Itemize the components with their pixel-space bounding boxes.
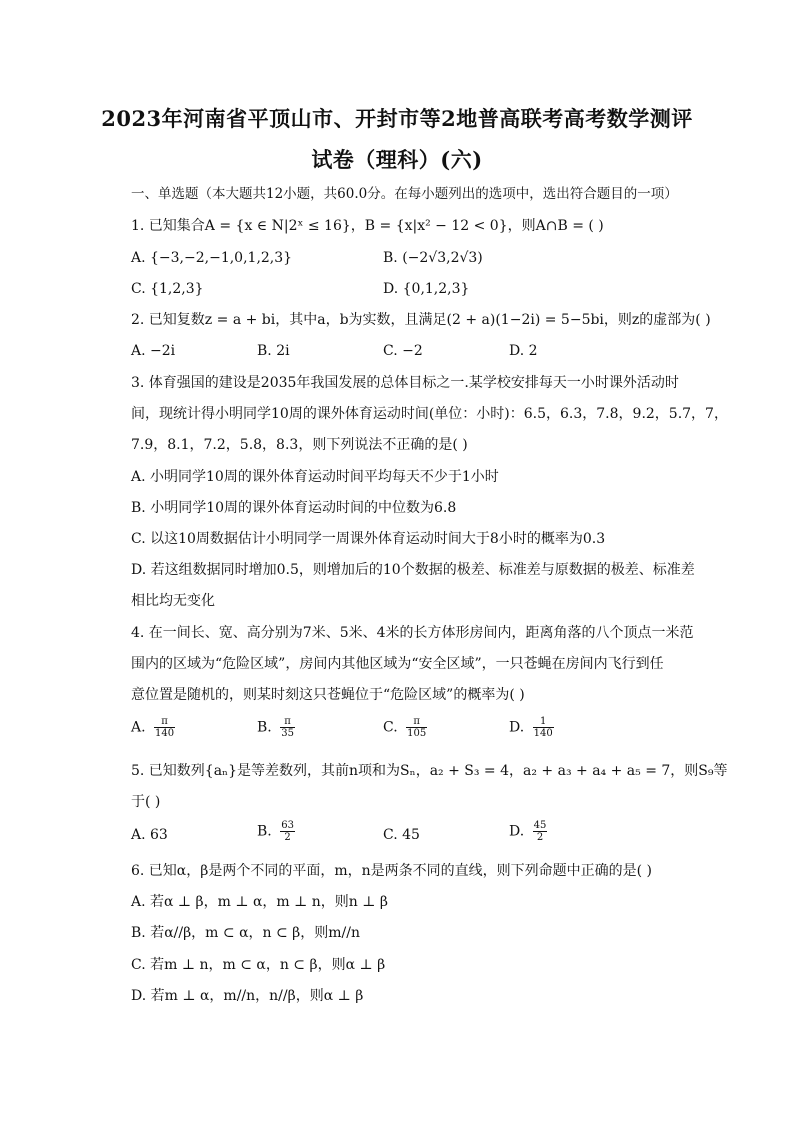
question-2-option-a: A. −2i: [131, 343, 176, 359]
question-1-option-d: D. {0,1,2,3}: [383, 281, 470, 297]
question-2-option-d: D. 2: [509, 343, 538, 359]
question-3-line3: 7.9，8.1，7.2，5.8，8.3，则下列说法不正确的是( ): [131, 437, 468, 453]
denominator: 105: [407, 728, 427, 739]
question-5-option-d: [509, 820, 547, 843]
numerator: 63: [281, 820, 294, 831]
denominator: 2: [536, 832, 544, 843]
question-3-option-c: C. 以这10周数据估计小明同学一周课外体育运动时间大于8小时的概率为0.3: [131, 531, 606, 547]
question-4-option-b: [257, 716, 295, 739]
question-4-line1: 4. 在一间长、宽、高分别为7米、5米、4米的长方体形房间内，距离角落的八个顶点一米范: [131, 625, 694, 641]
question-6-option-b: B. 若α//β，m ⊂ α，n ⊂ β，则m//n: [131, 925, 360, 941]
fraction: [280, 820, 295, 843]
question-4-line3: 意位置是随机的，则某时刻这只苍蝇位于“危险区域”的概率为( ): [131, 687, 525, 703]
numerator: 45: [533, 820, 547, 831]
question-6-stem: 6. 已知α，β是两个不同的平面，m，n是两条不同的直线，则下列命题中正确的是( ): [131, 863, 653, 879]
section-header: 一、单选题（本大题共12小题，共60.0分。在每小题列出的选项中，选出符合题目的一项）: [131, 186, 678, 202]
question-1-option-c: C. {1,2,3}: [131, 281, 204, 297]
question-5-option-c: C. 45: [383, 827, 420, 843]
question-3-option-a: A. 小明同学10周的课外体育运动时间平均每天不少于1小时: [131, 469, 499, 485]
option-label: B.: [257, 823, 272, 840]
numerator: π: [154, 716, 175, 728]
question-3-line2: 间，现统计得小明同学10周的课外体育运动时间(单位：小时)：6.5，6.3，7.8，9.2，5.7，7，: [131, 406, 728, 422]
question-2-option-b: B. 2i: [257, 343, 290, 359]
fraction: [280, 716, 295, 739]
question-4-option-c: [383, 716, 427, 739]
question-6-option-a: A. 若α ⊥ β，m ⊥ α，m ⊥ n，则n ⊥ β: [131, 894, 388, 910]
denominator: 2: [284, 832, 291, 843]
question-3-option-b: B. 小明同学10周的课外体育运动时间的中位数为6.8: [131, 500, 457, 516]
question-1-option-a: A. {−3,−2,−1,0,1,2,3}: [131, 250, 293, 266]
question-4-option-a: [131, 716, 175, 739]
question-4-option-d: [509, 716, 554, 739]
option-label: B.: [257, 719, 272, 736]
question-2-option-c: C. −2: [383, 343, 423, 359]
exam-title-line1: 2023年河南省平顶山市、开封市等2地普高联考高考数学测评: [101, 106, 693, 131]
question-3-option-d-line1: D. 若这组数据同时增加0.5，则增加后的10个数据的极差、标准差与原数据的极差、标准差: [131, 562, 695, 578]
question-5-line1: 5. 已知数列{aₙ}是等差数列，其前n项和为Sₙ，a₂ + S₃ = 4，a₂ + a₃ + a₄ + a₅ = 7，则S₉等: [131, 763, 728, 779]
fraction: [154, 716, 175, 739]
question-3-option-d-line2: 相比均无变化: [131, 593, 215, 609]
question-2-stem: 2. 已知复数z = a + bi，其中a，b为实数，且满足(2 + a)(1−2i) = 5−5bi，则z的虚部为( ): [131, 312, 711, 328]
question-1-stem: 1. 已知集合A = {x ∈ N|2ˣ ≤ 16}，B = {x|x² − 12 < 0}，则A∩B = ( ): [131, 218, 604, 234]
question-5-option-b: [257, 820, 295, 843]
question-5-option-a: A. 63: [131, 827, 168, 843]
exam-title-line2: 试卷（理科）(六): [311, 147, 483, 172]
numerator: π: [280, 716, 295, 728]
numerator: 1: [533, 716, 554, 728]
question-1-option-b: B. (−2√3,2√3): [383, 250, 483, 266]
question-4-line2: 围内的区域为“危险区域”，房间内其他区域为“安全区域”，一只苍蝇在房间内飞行到任: [131, 656, 664, 672]
denominator: 140: [533, 728, 553, 739]
question-3-line1: 3. 体育强国的建设是2035年我国发展的总体目标之一.某学校安排每天一小时课外活动时: [131, 375, 679, 391]
option-label: A.: [131, 719, 146, 736]
question-6-option-d: D. 若m ⊥ α，m//n，n//β，则α ⊥ β: [131, 988, 364, 1004]
fraction: [406, 716, 427, 739]
denominator: 35: [281, 728, 294, 739]
fraction: [533, 820, 548, 843]
denominator: 140: [155, 728, 175, 739]
option-label: D.: [509, 823, 525, 840]
question-6-option-c: C. 若m ⊥ n，m ⊂ α，n ⊂ β，则α ⊥ β: [131, 957, 386, 973]
numerator: π: [406, 716, 427, 728]
option-label: D.: [509, 719, 525, 736]
option-label: C.: [383, 719, 398, 736]
question-5-line2: 于( ): [131, 794, 161, 810]
fraction: [533, 716, 554, 739]
